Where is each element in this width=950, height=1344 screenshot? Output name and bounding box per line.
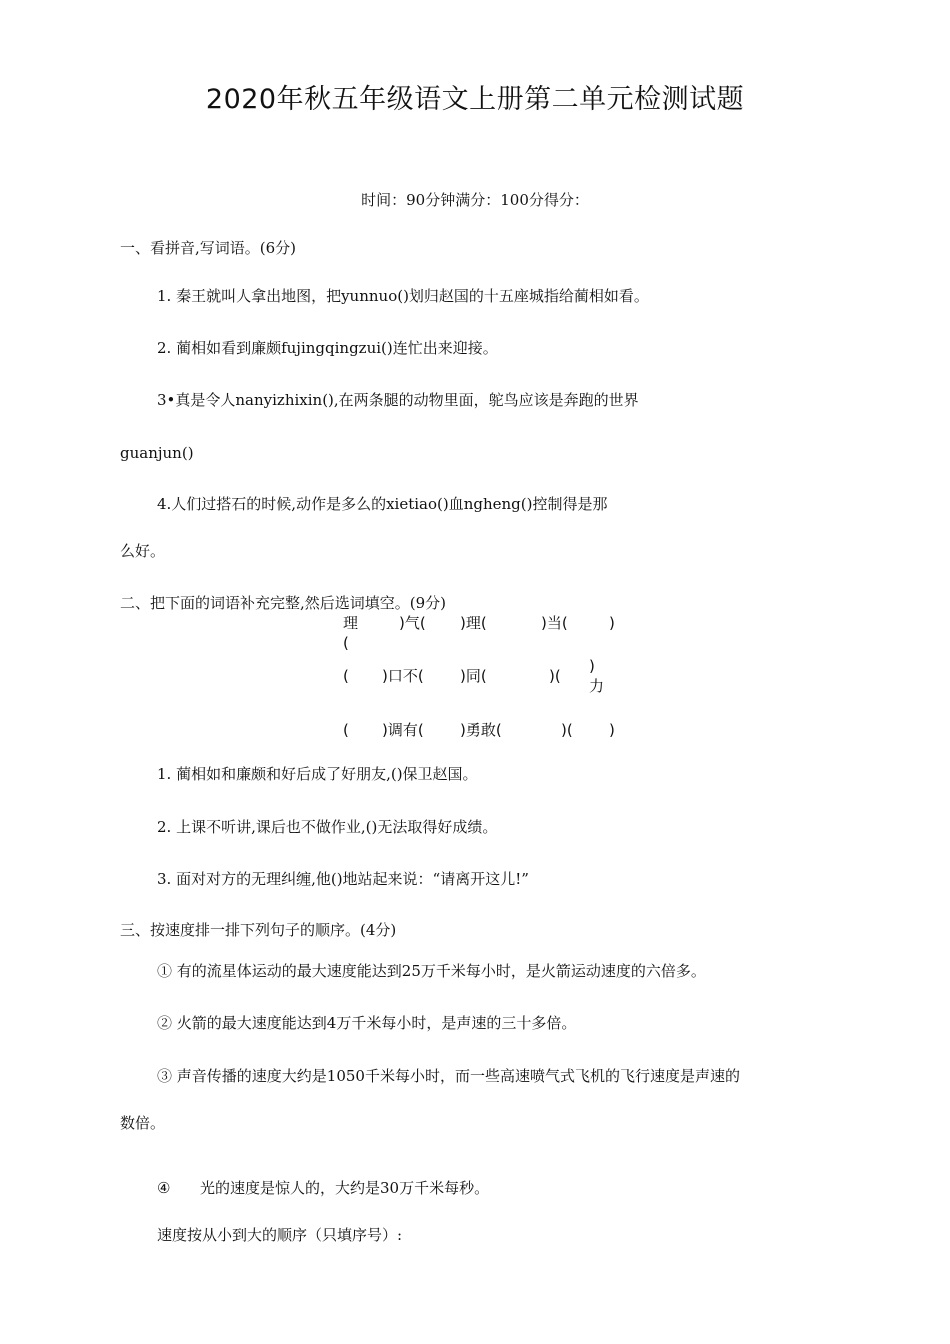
section3-heading: 三、按速度排一排下列句子的顺序。(4分)	[120, 921, 397, 939]
row2-cell-1: (	[343, 667, 349, 685]
row1-cell-4: )当(	[541, 614, 568, 632]
row2-cell-3: )同(	[460, 667, 487, 685]
section1-question-3-line2: guanjun()	[120, 444, 194, 462]
row1-cell-2: )气(	[399, 614, 426, 632]
section3-answer-prompt: 速度按从小到大的顺序（只填序号）:	[157, 1226, 403, 1244]
section3-sentence-4-number: ④	[157, 1179, 171, 1197]
section3-sentence-2: ② 火箭的最大速度能达到4万千米每小时，是声速的三十多倍。	[157, 1014, 577, 1032]
row3-cell-1: (	[343, 721, 349, 739]
row2-cell-5: )	[589, 657, 595, 675]
section3-sentence-4-text: 光的速度是惊人的，大约是30万千米每秒。	[200, 1179, 490, 1197]
section3-sentence-3-line2: 数倍。	[120, 1114, 166, 1132]
section1-question-3-line1: 3•真是令人nanyizhixin(),在两条腿的动物里面，鸵鸟应该是奔跑的世界	[157, 391, 639, 409]
row2-cell-5-char: 力	[589, 677, 605, 695]
row3-cell-4: )(	[561, 721, 573, 739]
section3-sentence-3-line1: ③ 声音传播的速度大约是1050千米每小时，而一些高速喷气式飞机的飞行速度是声速的	[157, 1067, 740, 1085]
section3-sentence-1: ① 有的流星体运动的最大速度能达到25万千米每小时，是火箭运动速度的六倍多。	[157, 962, 706, 980]
section2-question-3: 3. 面对对方的无理纠缠,他()地站起来说：“请离开这儿!”	[157, 870, 529, 888]
row3-cell-3: )勇敢(	[460, 721, 502, 739]
section2-question-1: 1. 蔺相如和廉颇和好后成了好朋友,()保卫赵国。	[157, 765, 478, 783]
row3-cell-2: )调有(	[382, 721, 424, 739]
section2-question-2: 2. 上课不听讲,课后也不做作业,()无法取得好成绩。	[157, 818, 498, 836]
row3-cell-5: )	[609, 721, 615, 739]
row2-cell-4: )(	[549, 667, 561, 685]
section1-question-4-line2: 么好。	[120, 542, 166, 560]
section1-question-4-line1: 4.人们过搭石的时候,动作是多么的xietiao()血ngheng()控制得是那	[157, 495, 608, 513]
exam-meta-line: 时间：90分钟满分：100分得分：	[361, 191, 589, 209]
section1-question-1: 1. 秦王就叫人拿出地图，把yunnuo()划归赵国的十五座城指给蔺相如看。	[157, 287, 649, 305]
row1-cell-5: )	[609, 614, 615, 632]
section1-question-2: 2. 蔺相如看到廉颇fujingqingzui()连忙出来迎接。	[157, 339, 498, 357]
row1-cell-1-paren: (	[343, 634, 349, 652]
row1-cell-3: )理(	[460, 614, 487, 632]
section2-heading: 二、把下面的词语补充完整,然后选词填空。(9分)	[120, 594, 447, 612]
row1-cell-1: 理	[343, 614, 359, 632]
row2-cell-2: )口不(	[382, 667, 424, 685]
page-title: 2020年秋五年级语文上册第二单元检测试题	[205, 84, 745, 115]
section1-heading: 一、看拼音,写词语。(6分)	[120, 239, 297, 257]
